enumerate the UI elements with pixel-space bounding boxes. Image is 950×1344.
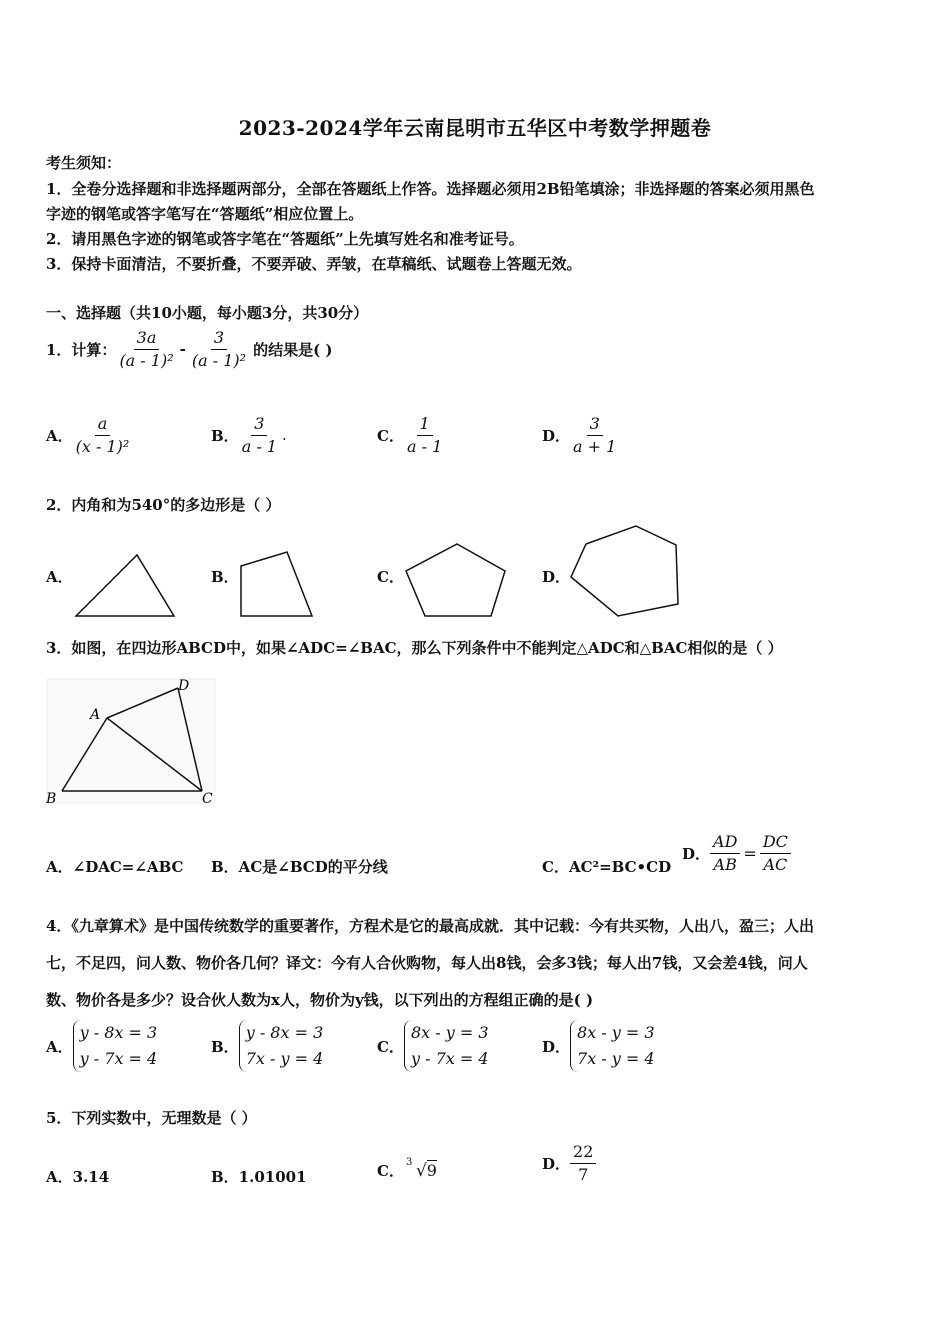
q4-option-a-system: y - 8x = 3 y - 7x = 4 xyxy=(73,1020,158,1072)
question-3: 3．如图，在四边形ABCD中，如果∠ADC=∠BAC，那么下列条件中不能判定△ADC和△BAC相似的是（ ） xyxy=(46,639,783,657)
q4-option-b-system: y - 8x = 3 7x - y = 4 xyxy=(239,1020,324,1072)
q3-option-d-fraction-1: $\frac{AD}{AB}$ xyxy=(710,833,740,874)
q3-option-b: B．AC是∠BCD的平分线 xyxy=(211,858,388,876)
section-heading: 一、选择题（共10小题，每小题3分，共30分） xyxy=(46,304,369,322)
notice-line-1b: 字迹的钢笔或答字笔写在“答题纸”相应位置上。 xyxy=(46,205,364,223)
q3-option-d-fraction-2: $\frac{DC}{AC}$ xyxy=(760,833,791,874)
triangle-shape xyxy=(72,548,182,620)
cube-root-expression: 3 √9 xyxy=(405,1156,437,1181)
q3-option-d: D． $\frac{AD}{AB}$ = $\frac{DC}{AC}$ xyxy=(682,828,791,878)
q5-option-c: C． 3 √9 xyxy=(377,1156,437,1181)
q1-option-b-fraction: $\frac{3}{a - 1}$ xyxy=(241,413,277,456)
label-c: C xyxy=(202,791,213,807)
question-1 xyxy=(46,326,333,372)
question-4-line-1: 4．《九章算术》是中国传统数学的重要著作，方程术是它的最高成就．其中记载：今有共买物，人出八，盈三；人出 xyxy=(46,917,814,935)
q4-option-d: D． 8x - y = 3 7x - y = 4 xyxy=(542,1020,655,1072)
question-2: 2．内角和为540°的多边形是（ ） xyxy=(46,496,281,514)
question-4-line-3: 数、物价各是多少？设合伙人数为x人，物价为y钱，以下列出的方程组正确的是( ) xyxy=(46,991,594,1009)
q1-fraction-2: $\frac{3}{\text{(a - 1)²}}$ xyxy=(191,327,247,370)
q2-option-a-label: A． xyxy=(46,568,73,586)
question-5: 5．下列实数中，无理数是（ ） xyxy=(46,1109,257,1127)
hexagon-shape xyxy=(566,522,684,622)
q5-option-b: B．1.01001 xyxy=(211,1168,307,1186)
label-b: B xyxy=(46,791,57,807)
q4-option-c: C． 8x - y = 3 y - 7x = 4 xyxy=(377,1020,489,1072)
q4-option-d-system: 8x - y = 3 7x - y = 4 xyxy=(570,1020,655,1072)
page-title: 2023-2024学年云南昆明市五华区中考数学押题卷 xyxy=(238,116,712,140)
q1-option-b: B． $\frac{3}{a - 1}$ . xyxy=(211,413,287,456)
q2-option-c-label: C． xyxy=(377,568,404,586)
quadrilateral-shape xyxy=(236,548,316,620)
label-a: A xyxy=(90,707,101,723)
q1-option-a: A． $\frac{a}{\text{(x - 1)²}}$ xyxy=(46,410,132,460)
q2-option-d-label: D． xyxy=(542,568,571,586)
q3-option-c: C．AC²=BC•CD xyxy=(542,858,672,876)
q1-prefix: 1．计算： xyxy=(46,340,117,359)
q4-option-a: A． y - 8x = 3 y - 7x = 4 xyxy=(46,1020,157,1072)
q1-option-d: D． $\frac{3}{a + 1}$ xyxy=(542,410,619,460)
q1-option-c-fraction: $\frac{1}{a - 1}$ xyxy=(406,413,443,456)
notice-line-3: 3．保持卡面清洁，不要折叠，不要弄破、弄皱，在草稿纸、试题卷上答题无效。 xyxy=(46,255,582,273)
q1-option-d-fraction: $\frac{3}{a + 1}$ xyxy=(573,413,617,456)
notice-line-1a: 1．全卷分选择题和非选择题两部分，全部在答题纸上作答。选择题必须用2B铅笔填涂；非选择题的答案必须用黑色 xyxy=(46,180,815,198)
q1-option-c: C． $\frac{1}{a - 1}$ xyxy=(377,410,445,460)
q5-option-d-fraction: $\frac{22}{7}$ xyxy=(570,1143,596,1184)
q3-option-a: A．∠DAC=∠ABC xyxy=(46,858,184,876)
notice-heading: 考生须知： xyxy=(46,154,122,172)
q5-option-d: D． $\frac{22}{7}$ xyxy=(542,1138,596,1188)
q4-option-c-system: 8x - y = 3 y - 7x = 4 xyxy=(404,1020,489,1072)
q1-option-a-fraction: $\frac{a}{\text{(x - 1)²}}$ xyxy=(75,413,130,456)
q4-option-b: B． y - 8x = 3 7x - y = 4 xyxy=(211,1020,323,1072)
label-d: D xyxy=(178,678,190,694)
q2-option-b-label: B． xyxy=(211,568,239,586)
q1-minus: - xyxy=(179,340,186,358)
notice-line-2: 2．请用黑色字迹的钢笔或答字笔在“答题纸”上先填写姓名和准考证号。 xyxy=(46,230,524,248)
q1-suffix: 的结果是( ) xyxy=(253,340,333,359)
q5-option-a: A．3.14 xyxy=(46,1168,110,1186)
q1-fraction-1: $\frac{3a}{\text{(a - 1)²}}$ xyxy=(119,327,174,370)
q3-figure xyxy=(44,675,219,810)
pentagon-shape xyxy=(400,540,510,620)
question-4-line-2: 七，不足四，问人数、物价各几何？译文：今有人合伙购物，每人出8钱，会多3钱；每人出7钱，又会差4钱，问人 xyxy=(46,954,808,972)
